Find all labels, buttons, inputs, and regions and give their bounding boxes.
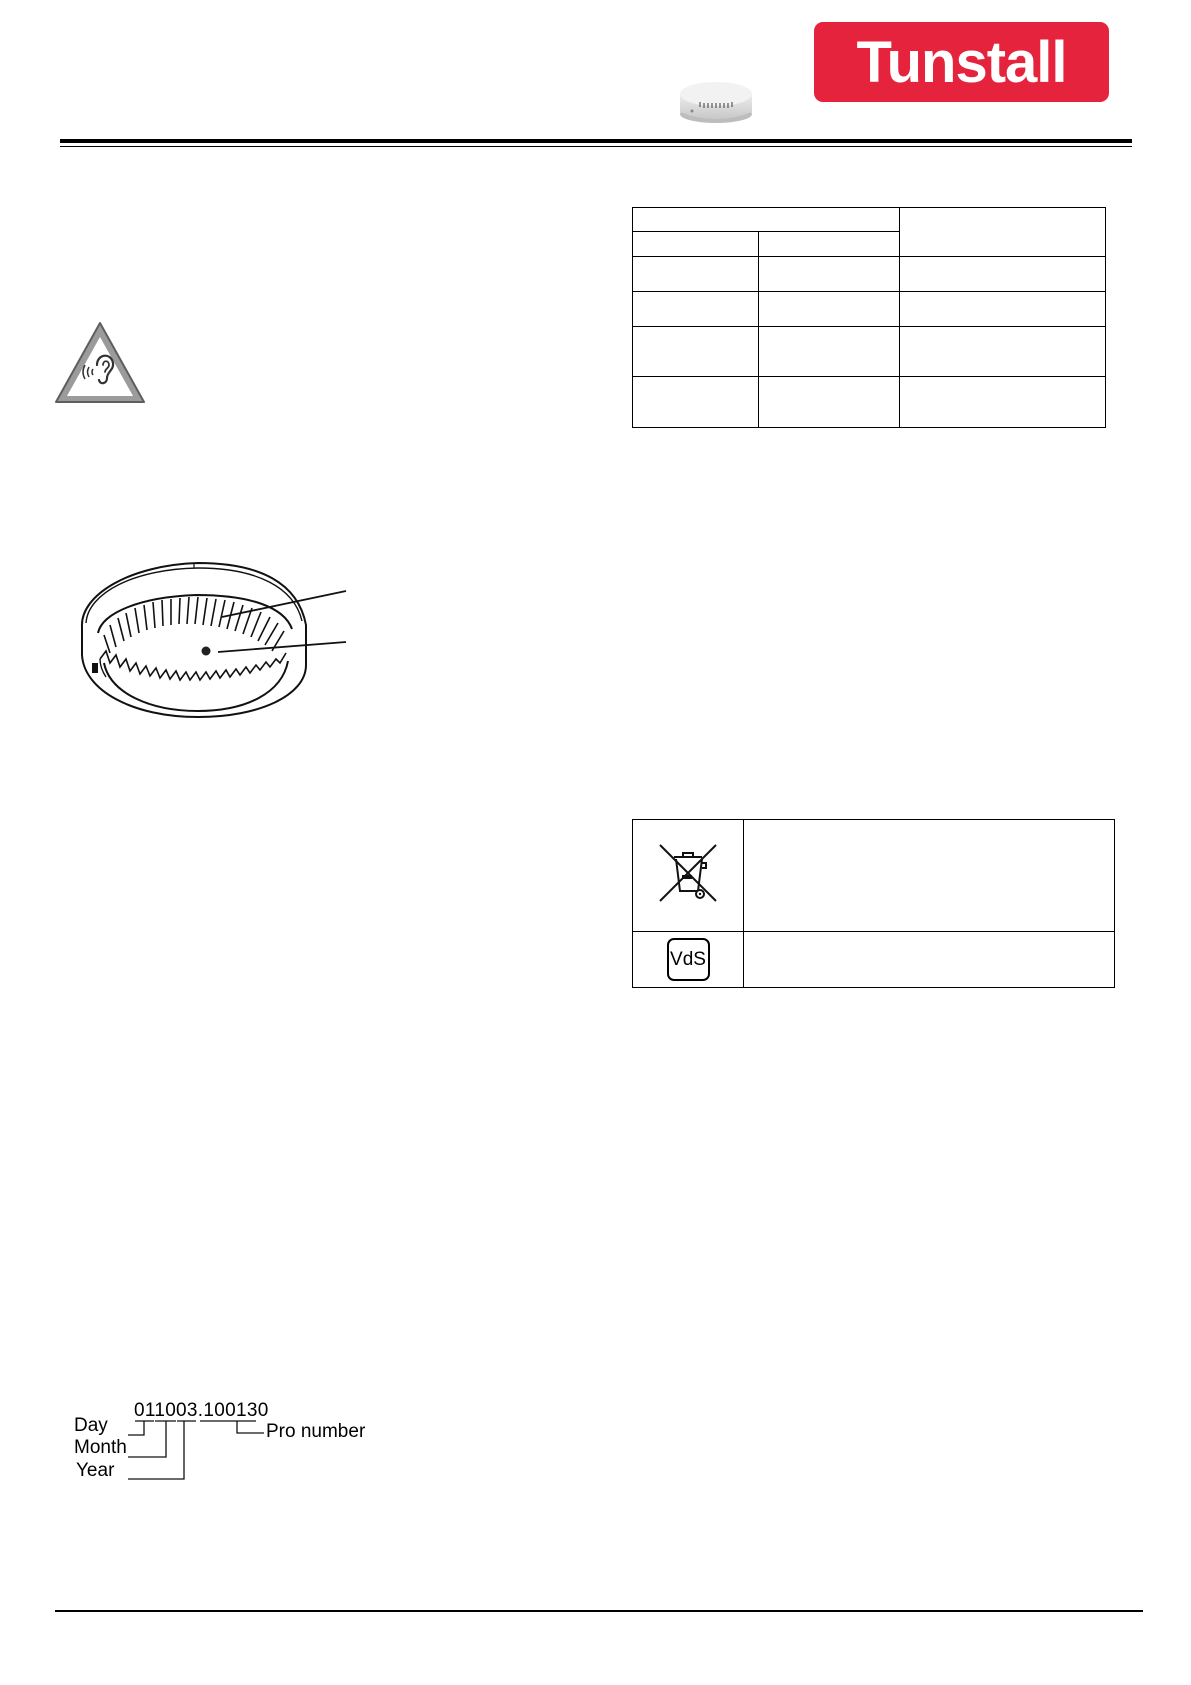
table-cell	[633, 232, 759, 257]
table-cell	[633, 327, 759, 377]
crossed-out-wheelie-bin-icon	[656, 841, 720, 910]
footer-rule	[55, 1610, 1143, 1612]
table-cell	[900, 292, 1106, 327]
date-code-part2: 100130	[203, 1400, 269, 1421]
table-cell	[744, 932, 1115, 988]
spec-table	[632, 207, 1106, 428]
product-thumbnail	[676, 70, 756, 125]
smoke-detector-drawing	[70, 555, 360, 730]
pro-number-label: Pro number	[266, 1421, 366, 1442]
table-row	[633, 820, 1115, 932]
table-row	[633, 377, 1106, 428]
hearing-warning-triangle-icon	[53, 320, 147, 406]
table-cell	[758, 327, 900, 377]
table-row	[633, 292, 1106, 327]
header-rule	[60, 139, 1132, 143]
table-cell	[900, 257, 1106, 292]
header-rule-thin	[60, 146, 1132, 147]
table-row	[633, 327, 1106, 377]
table-cell	[633, 292, 759, 327]
table-cell	[633, 932, 744, 988]
day-label: Day	[74, 1415, 108, 1436]
table-cell	[758, 232, 900, 257]
table-cell	[900, 327, 1106, 377]
logo-text: Tunstall	[856, 29, 1067, 95]
symbols-table	[632, 819, 1115, 988]
table-cell	[633, 257, 759, 292]
vds-text: VdS	[670, 949, 706, 970]
date-code-separator: .	[197, 1400, 204, 1421]
table-cell	[633, 208, 900, 232]
year-label: Year	[76, 1460, 115, 1481]
month-label: Month	[74, 1437, 127, 1458]
table-cell	[633, 820, 744, 932]
date-code-part1: 011003	[134, 1400, 198, 1421]
tunstall-logo	[814, 22, 1109, 102]
table-cell	[758, 377, 900, 428]
table-cell	[900, 208, 1106, 257]
table-cell	[758, 292, 900, 327]
date-code-diagram	[72, 1400, 392, 1490]
table-row	[633, 932, 1115, 988]
table-cell	[744, 820, 1115, 932]
table-cell	[633, 377, 759, 428]
table-cell	[900, 377, 1106, 428]
table-row	[633, 257, 1106, 292]
vds-mark	[667, 938, 710, 981]
table-cell	[758, 257, 900, 292]
